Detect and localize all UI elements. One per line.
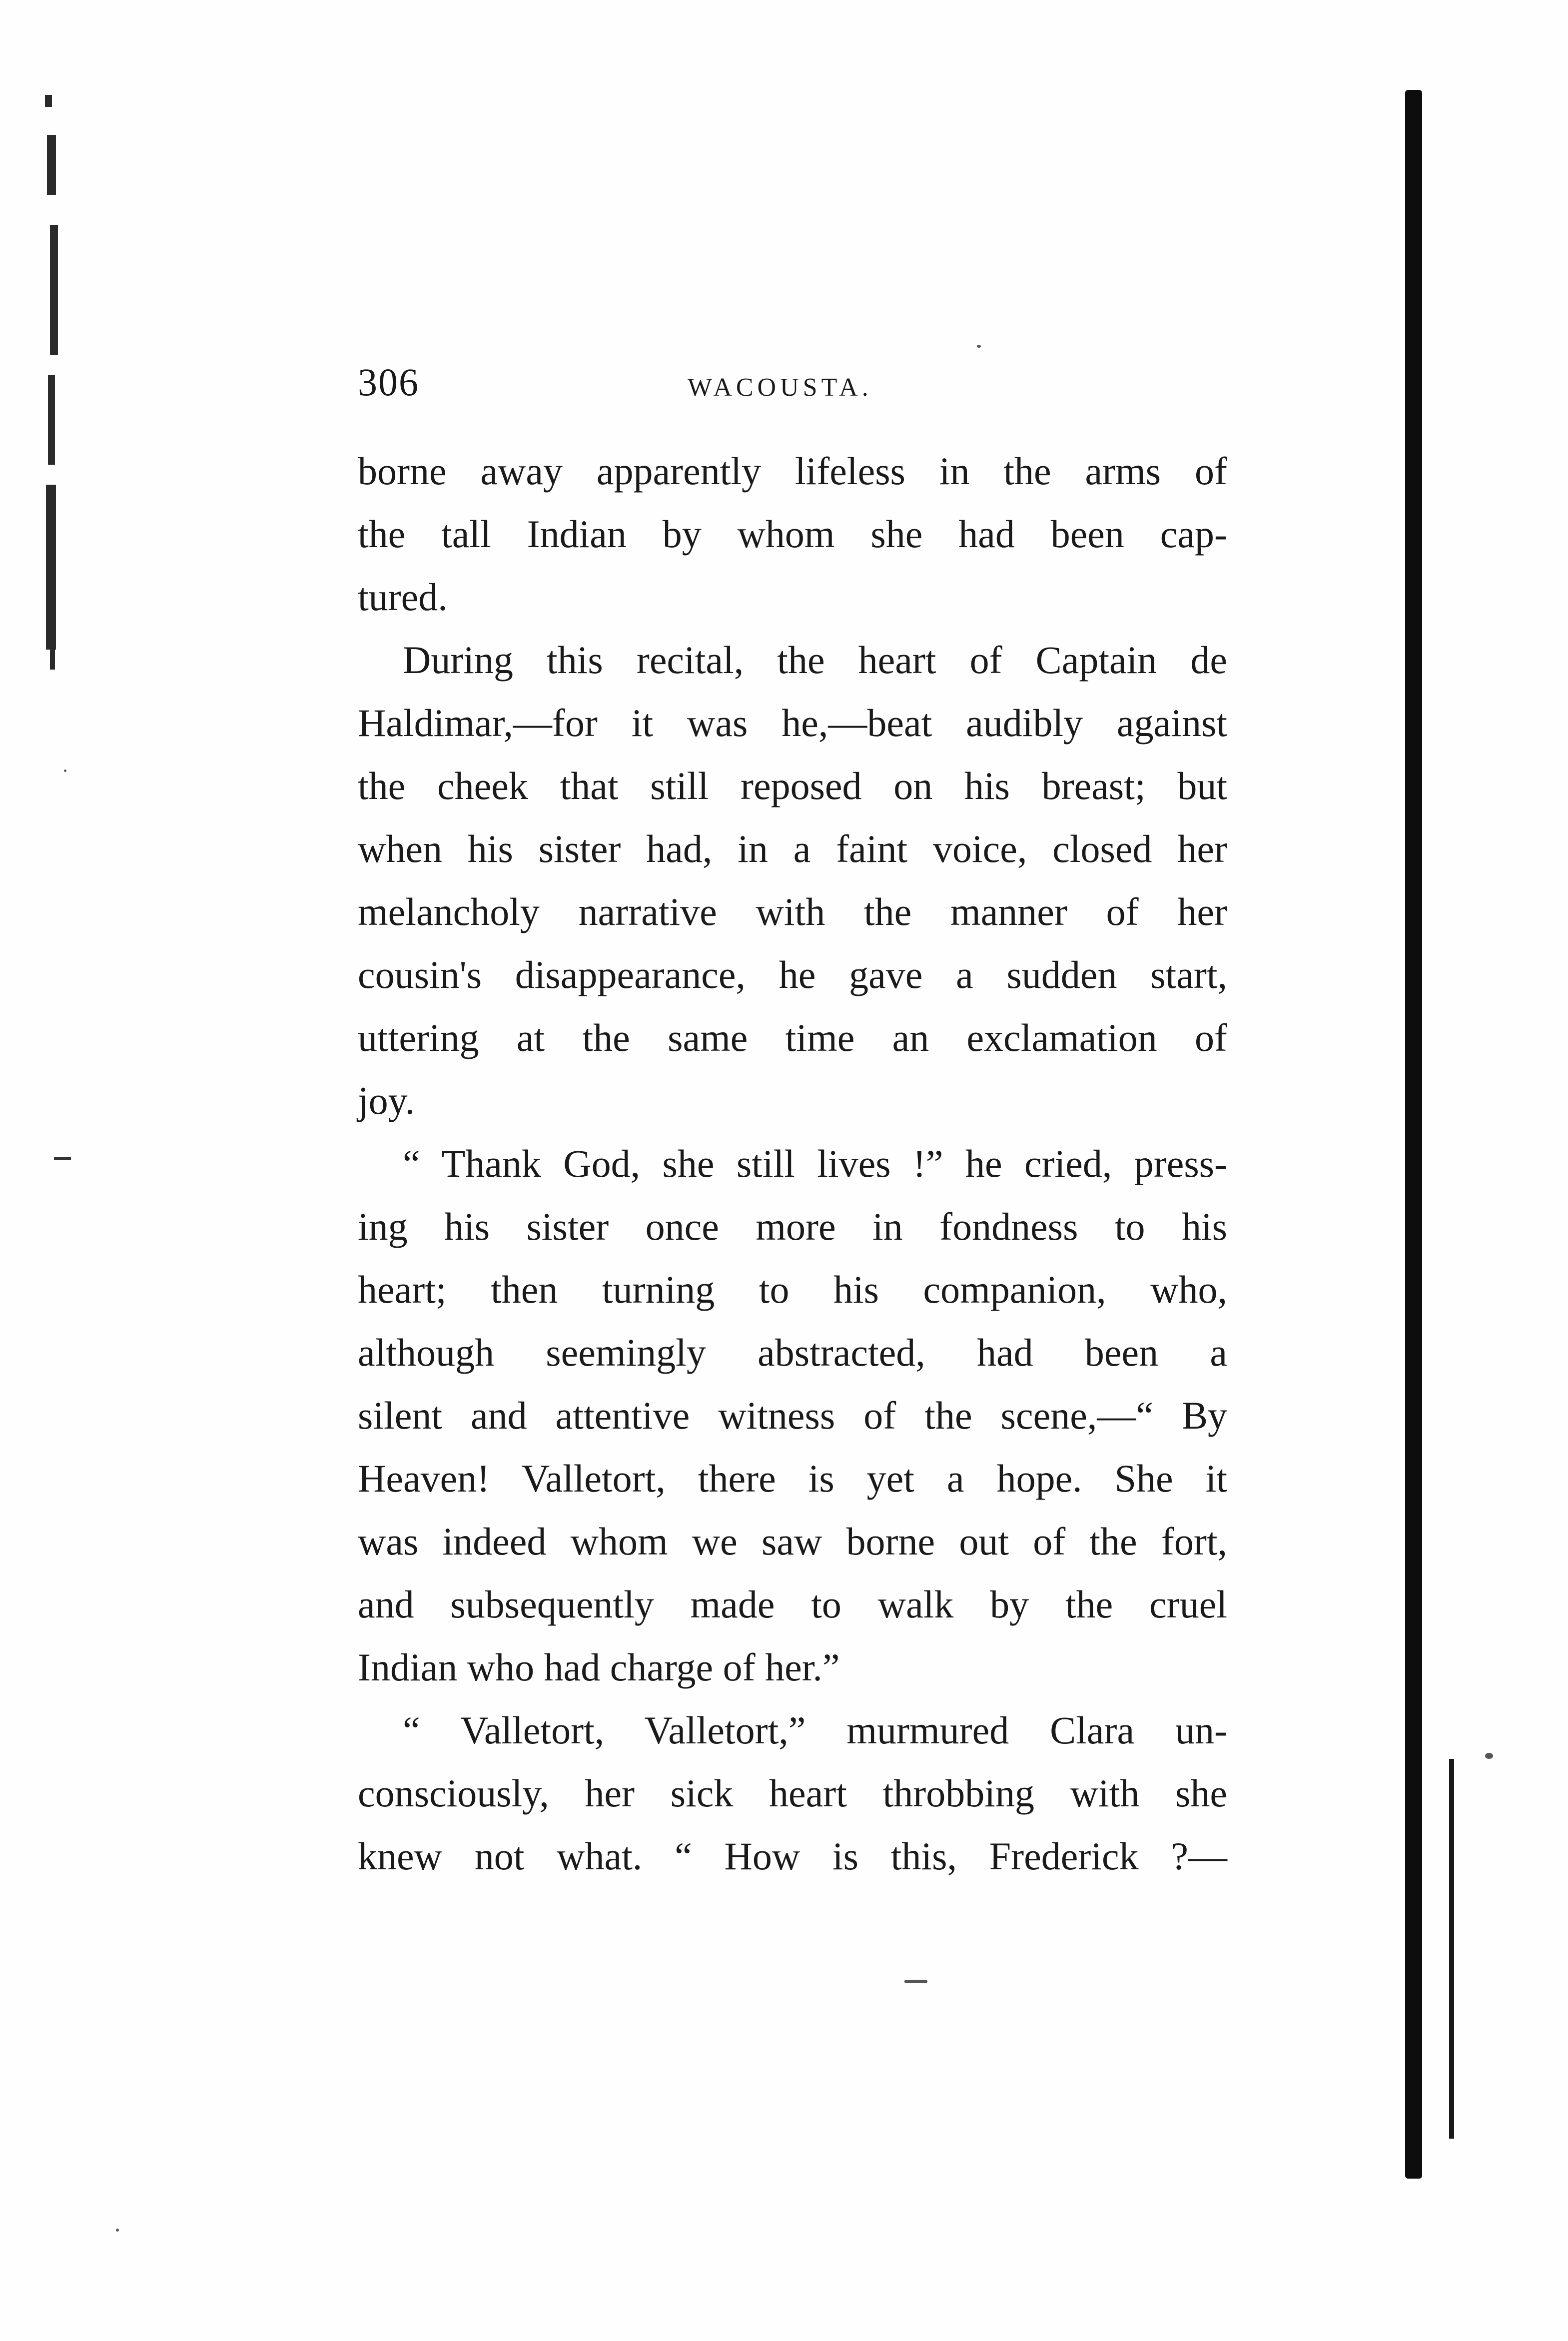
text-line: and subsequently made to walk by the cruel xyxy=(358,1582,1227,1626)
running-header xyxy=(358,360,1237,415)
text-line: uttering at the same time an exclamation of xyxy=(358,1016,1227,1059)
text-line: the tall Indian by whom she had been cap- xyxy=(358,512,1227,556)
text-line: silent and attentive witness of the scene,—“ By xyxy=(358,1394,1227,1437)
text-line: tured. xyxy=(358,575,448,619)
text-line: borne away apparently lifeless in the arms of xyxy=(358,449,1227,493)
running-title: WACOUSTA. xyxy=(688,373,872,402)
text-line: Haldimar,—for it was he,—beat audibly against xyxy=(358,701,1227,745)
page-number: 306 xyxy=(358,360,419,404)
page-edge-shadow xyxy=(1449,1759,1454,2139)
margin-speck xyxy=(904,1980,927,1983)
text-line: ing his sister once more in fondness to his xyxy=(358,1205,1227,1248)
text-line: “ Thank God, she still lives !” he cried, press- xyxy=(403,1142,1227,1185)
text-line: the cheek that still reposed on his breast; but xyxy=(358,764,1227,807)
text-line: knew not what. “ How is this, Frederick ?— xyxy=(358,1834,1227,1878)
text-line: “ Valletort, Valletort,” murmured Clara un- xyxy=(403,1708,1227,1752)
text-line: Heaven! Valletort, there is yet a hope. She it xyxy=(358,1457,1227,1500)
text-line: was indeed whom we saw borne out of the fort, xyxy=(358,1520,1227,1563)
margin-speck xyxy=(1485,1753,1493,1759)
text-line: although seemingly abstracted, had been a xyxy=(358,1331,1227,1374)
text-line: melancholy narrative with the manner of her xyxy=(358,890,1227,933)
binding-scan-noise xyxy=(35,75,70,685)
text-line: Indian who had charge of her.” xyxy=(358,1645,840,1689)
text-line: During this recital, the heart of Captain de xyxy=(403,638,1227,682)
text-line: consciously, her sick heart throbbing with she xyxy=(358,1771,1227,1815)
margin-speck xyxy=(977,345,981,348)
body-text xyxy=(358,440,1227,1888)
text-line: joy. xyxy=(358,1079,415,1122)
page-edge-rule xyxy=(1405,90,1422,2179)
text-line: cousin's disappearance, he gave a sudden start, xyxy=(358,953,1227,996)
margin-speck xyxy=(116,2229,119,2232)
text-line: when his sister had, in a faint voice, closed her xyxy=(358,827,1227,870)
margin-dash-mark xyxy=(54,1157,71,1160)
text-line: heart; then turning to his companion, who, xyxy=(358,1268,1227,1311)
margin-speck xyxy=(64,770,66,772)
